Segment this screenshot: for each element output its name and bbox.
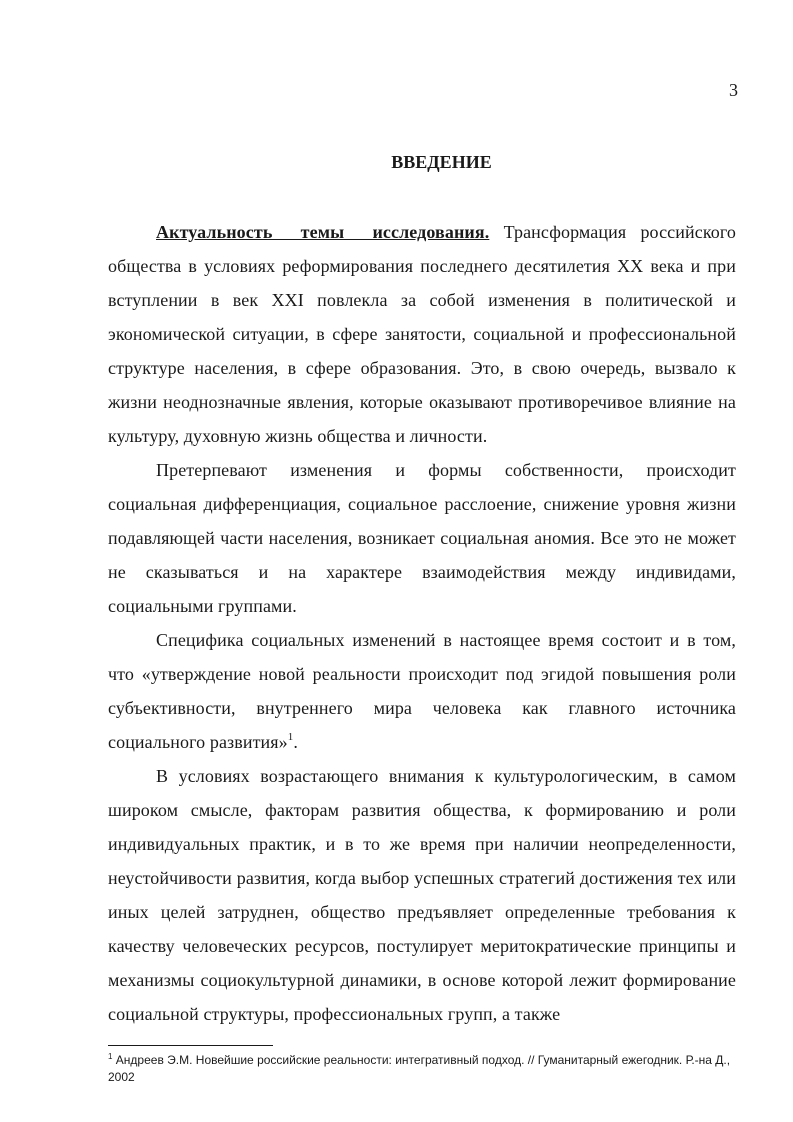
paragraph-social-changes: [108, 623, 736, 759]
paragraph-relevance: [108, 215, 736, 453]
footnote-divider: [108, 1045, 273, 1046]
paragraph-cultural-factors: [108, 759, 736, 1031]
footnote-text: Андреев Э.М. Новейшие российские реальности: интегративный подход. // Гуманитарный ежегодник. Р.-на Д., 2002: [108, 1053, 731, 1084]
footnote-reference[interactable]: 1: [287, 731, 294, 743]
body-text: [108, 215, 736, 1031]
relevance-heading: Актуальность темы исследования.: [156, 222, 490, 242]
paragraph-text-end: .: [293, 732, 298, 752]
paragraph-text: В условиях возрастающего внимания к культурологическим, в самом широком смысле, факторам развития общества, к формированию и роли индивидуальных практик, и в то же время при наличии неопределенности, неустойчивости развития, когда выбор успешных стратегий достижения тех или иных целей затруднен, общество предъявляет определенные требования к качеству человеческих ресурсов, постулирует меритократические принципы и механизмы социокультурной динамики, в основе которой лежит формирование социальной структуры, профессиональных групп, а также: [108, 766, 736, 1024]
footnote-marker: 1: [108, 1052, 113, 1061]
footnote: [108, 1052, 738, 1086]
paragraph-text: Специфика социальных изменений в настоящее время состоит и в том, что «утверждение новой реальности происходит под эгидой повышения роли субъективности, внутреннего мира человека как главного источника социального развития»: [108, 630, 736, 752]
page-number: 3: [729, 80, 738, 100]
page-title: ВВЕДЕНИЕ: [391, 152, 492, 172]
paragraph-ownership: [108, 453, 736, 623]
paragraph-text: Претерпевают изменения и формы собственности, происходит социальная дифференциация, социальное расслоение, снижение уровня жизни подавляющей части населения, возникает социальная аномия. Все это не может не сказываться и на характере взаимодействия между индивидами, социальными группами.: [108, 460, 736, 616]
paragraph-text: Трансформация российского общества в условиях реформирования последнего десятилетия XX века и при вступлении в век XXI повлекла за собой изменения в политической и экономической ситуации, в сфере занятости, социальной и профессиональной структуре населения, в сфере образования. Это, в свою очередь, вызвало к жизни неоднозначные явления, которые оказывают противоречивое влияние на культуру, духовную жизнь общества и личности.: [108, 222, 736, 446]
